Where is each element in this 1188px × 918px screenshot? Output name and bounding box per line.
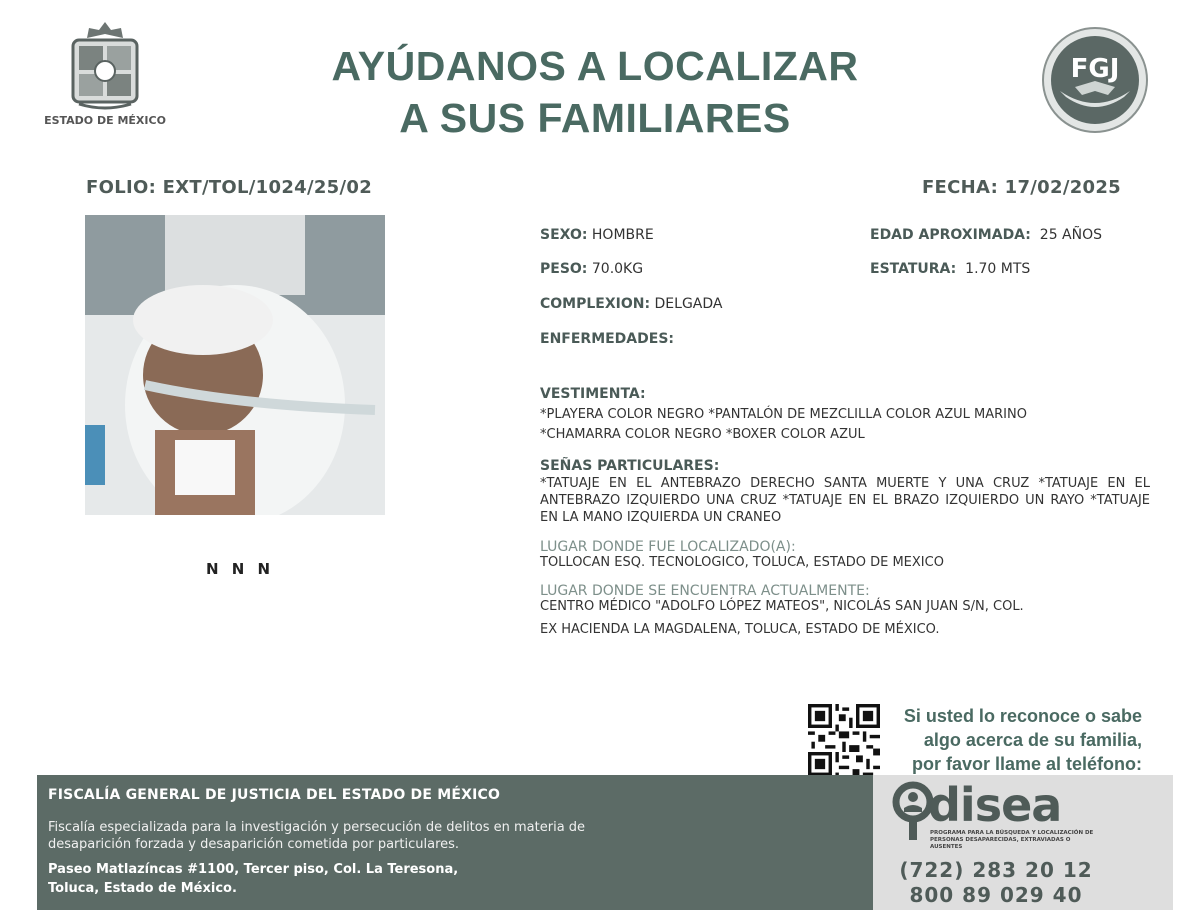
odisea-subtitle: PROGRAMA PARA LA BÚSQUEDA Y LOCALIZACIÓN DE PERSONAS DESAPARECIDAS, EXTRAVIADAS O AUSENTES [930,830,1094,850]
footer-address-line-2: Toluca, Estado de México. [48,881,237,896]
peso-value: 70.0KG [591,261,644,277]
lugar-localizado-text: TOLLOCAN ESQ. TECNOLOGICO, TOLUCA, ESTADO DE MEXICO [540,555,944,570]
vestimenta-title: VESTIMENTA: [540,386,646,402]
complexion-field [540,296,723,312]
enfermedades-label: ENFERMEDADES: [540,331,675,347]
edad-field [870,227,1102,243]
person-name: N N N [205,560,275,578]
fgj-text: FGJ [1070,54,1120,84]
title-line-1: AYÚDANOS A LOCALIZAR [331,43,859,89]
vestimenta-line-2: *CHAMARRA COLOR NEGRO *BOXER COLOR AZUL [540,427,865,442]
qr-code-icon [808,704,880,776]
estado-de-mexico-label: ESTADO DE MÉXICO [44,114,166,127]
title-line-2: A SUS FAMILIARES [399,95,791,141]
peso-label: PESO: [540,261,588,277]
phone-number-2[interactable]: 800 89 029 40 [909,883,1083,907]
lugar-actual-line-1: CENTRO MÉDICO "ADOLFO LÓPEZ MATEOS", NICOLÁS SAN JUAN S/N, COL. [540,599,1024,614]
edad-value: 25 AÑOS [1039,227,1103,243]
peso-field [540,261,643,277]
enfermedades-field [540,331,674,347]
edad-label: EDAD APROXIMADA: [870,227,1031,243]
person-photo [85,215,385,515]
vestimenta-line-1: *PLAYERA COLOR NEGRO *PANTALÓN DE MEZCLILLA COLOR AZUL MARINO [540,407,1027,422]
sexo-value: HOMBRE [591,227,654,243]
complexion-label: COMPLEXION: [540,296,651,312]
odisea-logo-text: disea [928,778,1062,832]
fecha: FECHA: 17/02/2025 [921,177,1121,198]
fgj-logo [1040,25,1150,135]
sexo-field [540,227,654,243]
footer-address-line-1: Paseo Matlazíncas #1100, Tercer piso, Col. La Teresona, [48,862,459,877]
call-line-1: Si usted lo reconoce o sabe [903,706,1142,726]
call-line-2: algo acerca de su familia, [923,730,1142,750]
lugar-actual-line-2: EX HACIENDA LA MAGDALENA, TOLUCA, ESTADO DE MÉXICO. [540,622,940,637]
lugar-actual-title: LUGAR DONDE SE ENCUENTRA ACTUALMENTE: [540,583,870,599]
page-title [280,40,910,144]
fgj-seal-icon [1040,25,1150,135]
complexion-value: DELGADA [654,296,723,312]
footer-description: Fiscalía especializada para la investigación y persecución de delitos en materia de desaparición forzada y desaparición cometida por particulares. [48,820,586,852]
sexo-label: SEXO: [540,227,588,243]
call-line-3: por favor llame al teléfono: [911,754,1142,774]
call-to-action [880,704,1142,776]
coat-of-arms-icon [65,20,145,110]
lugar-localizado-title: LUGAR DONDE FUE LOCALIZADO(A): [540,539,796,555]
estado-de-mexico-logo [40,20,170,127]
person-photo-image [85,215,385,515]
qr-code[interactable] [808,704,880,776]
senas-title: SEÑAS PARTICULARES: [540,458,720,474]
estatura-field [870,261,1030,277]
senas-text: *TATUAJE EN EL ANTEBRAZO DERECHO SANTA MUERTE Y UNA CRUZ *TATUAJE EN EL ANTEBRAZO IZQUIERDO UNA CRUZ *TATUAJE EN EL BRAZO IZQUIERDO UN RAYO *TATUAJE EN LA MANO IZQUIERDA UN CRANEO [540,476,1150,525]
phone-number-1[interactable]: (722) 283 20 12 [899,858,1093,882]
estatura-label: ESTATURA: [870,261,957,277]
folio: FOLIO: EXT/TOL/1024/25/02 [86,177,373,198]
footer-title: FISCALÍA GENERAL DE JUSTICIA DEL ESTADO DE MÉXICO [48,787,501,803]
footer-address [48,860,648,898]
estatura-value: 1.70 MTS [965,261,1031,277]
